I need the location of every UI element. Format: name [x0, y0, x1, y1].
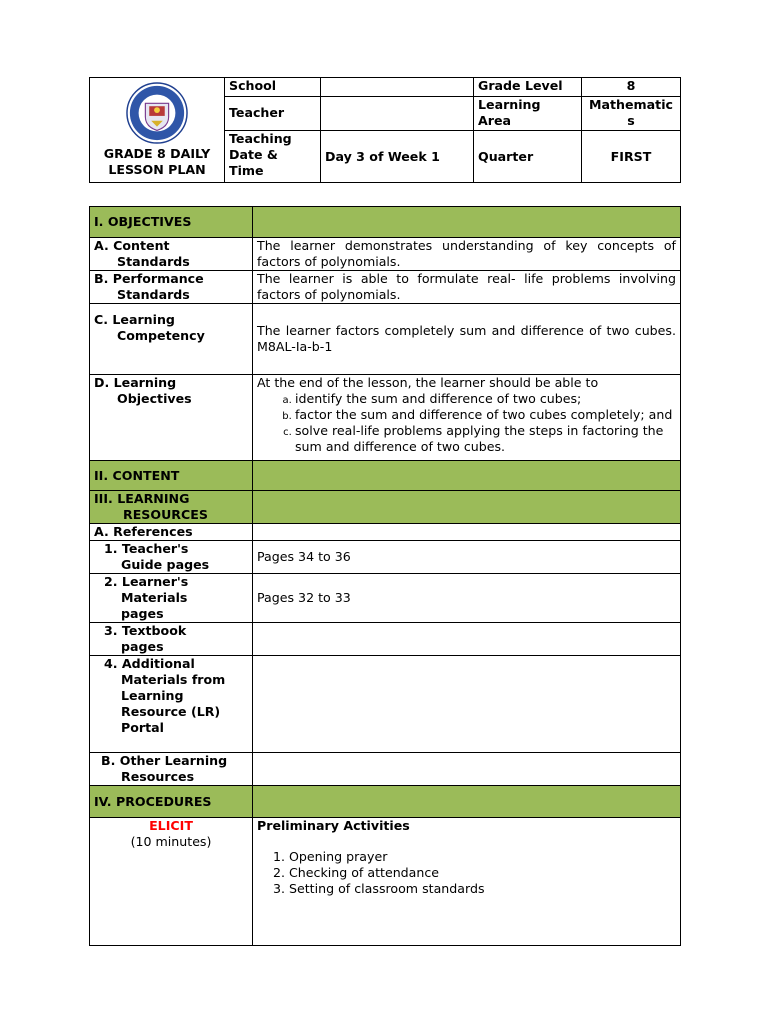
- header-table: [89, 77, 681, 183]
- logo-title-cell: [90, 78, 225, 183]
- learning-objectives-cell: [253, 375, 681, 461]
- learning-competency-label: [90, 304, 253, 375]
- quarter-label: Quarter: [474, 131, 582, 183]
- teaching-date-line3: Time: [229, 163, 264, 178]
- seal-logo: [126, 82, 188, 144]
- learning-resources-heading-line2: RESOURCES: [123, 507, 208, 522]
- learning-area-line2: Area: [478, 112, 511, 128]
- quarter-value: FIRST: [582, 131, 681, 183]
- learners-materials-value: Pages 32 to 33: [253, 574, 681, 623]
- other-resources-label-line2: Resources: [121, 769, 195, 784]
- textbook-label-line2: pages: [121, 639, 164, 654]
- textbook-label-line1: 3. Textbook: [104, 623, 187, 638]
- learning-objectives-intro: At the end of the lesson, the learner should be able to: [257, 375, 599, 390]
- additional-materials-label-line2: Materials from: [121, 672, 226, 687]
- learning-competency-label-line2: Competency: [117, 328, 205, 343]
- preliminary-activities-list: [257, 849, 676, 897]
- learning-area-value: [582, 96, 681, 130]
- other-resources-label: [90, 753, 253, 786]
- list-item: 1. Opening prayer: [289, 849, 676, 865]
- learning-competency-text: The learner factors completely sum and difference of two cubes. M8AL-Ia-b-1: [253, 304, 681, 375]
- list-item: c. solve real-life problems applying the steps in factoring the sum and difference of two cubes.: [295, 423, 676, 455]
- list-item: 3. Setting of classroom standards: [289, 881, 676, 897]
- learning-resources-heading-blank: [253, 491, 681, 524]
- learning-competency-label-line1: C. Learning: [94, 312, 175, 327]
- references-label: A. References: [90, 524, 253, 541]
- content-standards-text: The learner demonstrates understanding of key concepts of factors of polynomials.: [253, 238, 681, 271]
- preliminary-activities-title: Preliminary Activities: [257, 818, 410, 833]
- plan-title-line1: GRADE 8 DAILY: [103, 146, 211, 161]
- content-standards-label-line2: Standards: [117, 254, 190, 269]
- performance-standards-text: The learner is able to formulate real- life problems involving factors of polynomials.: [253, 271, 681, 304]
- grade-level-label: Grade Level: [474, 78, 582, 97]
- learning-objectives-label: [90, 375, 253, 461]
- teaching-date-value: Day 3 of Week 1: [321, 131, 474, 183]
- list-item: a. identify the sum and difference of two cubes;: [295, 391, 676, 407]
- learning-objectives-label-line1: D. Learning: [94, 375, 177, 390]
- references-value: [253, 524, 681, 541]
- teaching-date-line1: Teaching: [229, 131, 292, 146]
- additional-materials-label-line1: 4. Additional: [104, 656, 195, 671]
- learners-materials-label-line1: 2. Learner's: [104, 574, 189, 589]
- procedures-heading: IV. PROCEDURES: [90, 786, 253, 818]
- content-heading: II. CONTENT: [90, 461, 253, 491]
- additional-materials-label-line4: Resource (LR): [121, 704, 221, 719]
- elicit-cell: [90, 818, 253, 946]
- teachers-guide-label-line1: 1. Teacher's: [104, 541, 189, 556]
- additional-materials-label: [90, 656, 253, 753]
- additional-materials-value: [253, 656, 681, 753]
- preliminary-activities-cell: [253, 818, 681, 946]
- grade-level-value: 8: [582, 78, 681, 97]
- content-standards-label: [90, 238, 253, 271]
- teaching-date-label: [225, 131, 321, 183]
- additional-materials-label-line3: Learning: [121, 688, 184, 703]
- teachers-guide-label: [90, 541, 253, 574]
- teachers-guide-value: Pages 34 to 36: [253, 541, 681, 574]
- procedures-heading-blank: [253, 786, 681, 818]
- additional-materials-label-line5: Portal: [121, 720, 164, 735]
- teachers-guide-label-line2: Guide pages: [121, 557, 210, 572]
- list-item: b. factor the sum and difference of two cubes completely; and: [295, 407, 676, 423]
- plan-title-line2: LESSON PLAN: [108, 162, 206, 177]
- other-resources-value: [253, 753, 681, 786]
- learners-materials-label: [90, 574, 253, 623]
- list-item: 2. Checking of attendance: [289, 865, 676, 881]
- learning-area-line1: Learning: [478, 96, 541, 112]
- other-resources-label-line1: B. Other Learning: [101, 753, 228, 768]
- school-value: [321, 78, 474, 97]
- teacher-label: Teacher: [225, 96, 321, 130]
- school-label: School: [225, 78, 321, 97]
- learning-objectives-label-line2: Objectives: [117, 391, 192, 406]
- learners-materials-label-line3: pages: [121, 606, 164, 621]
- performance-standards-label-line1: B. Performance: [94, 271, 204, 286]
- learning-area-label: [474, 96, 582, 130]
- objectives-heading: I. OBJECTIVES: [90, 207, 253, 238]
- performance-standards-label-line2: Standards: [117, 287, 190, 302]
- learners-materials-label-line2: Materials: [121, 590, 188, 605]
- textbook-value: [253, 623, 681, 656]
- content-standards-label-line1: A. Content: [94, 238, 170, 253]
- learning-area-value-line1: Mathematic: [589, 96, 673, 112]
- lesson-plan-table: [89, 206, 681, 946]
- content-heading-blank: [253, 461, 681, 491]
- performance-standards-label: [90, 271, 253, 304]
- objectives-heading-blank: [253, 207, 681, 238]
- learning-objectives-list: [257, 391, 676, 455]
- elicit-label: ELICIT: [149, 818, 193, 833]
- teaching-date-line2: Date &: [229, 147, 278, 162]
- elicit-time: (10 minutes): [130, 834, 212, 849]
- textbook-label: [90, 623, 253, 656]
- learning-area-value-line2: s: [627, 112, 635, 128]
- teacher-value: [321, 96, 474, 130]
- learning-resources-heading: [90, 491, 253, 524]
- learning-resources-heading-line1: III. LEARNING: [94, 491, 190, 506]
